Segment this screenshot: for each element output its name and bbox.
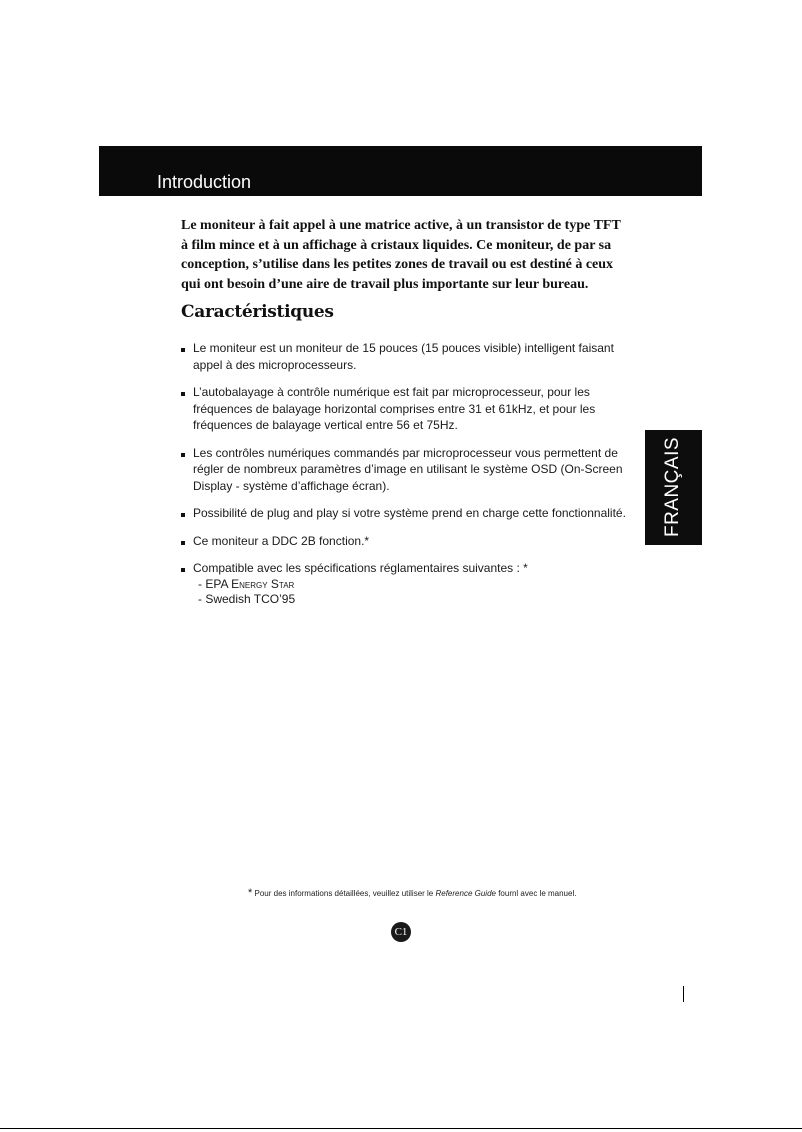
features-heading: Caractéristiques — [181, 302, 334, 322]
compliance-item-tco: - Swedish TCO’95 — [198, 592, 296, 606]
footnote — [248, 888, 668, 899]
footnote-reference-guide: Reference Guide — [435, 889, 496, 898]
language-label: FRANÇAIS — [662, 436, 683, 538]
feature-text: Le moniteur est un moniteur de 15 pouces (15 pouces visible) intelligent faisant appel à des microprocesseurs. — [193, 341, 614, 372]
section-header-bar — [99, 146, 702, 196]
features-list — [181, 340, 631, 619]
footnote-text-end: fournl avec le manuel. — [495, 889, 577, 898]
feature-text: L’autobalayage à contrôle numérique est fait par microprocesseur, pour les fréquences de balayage horizontal comprises entre 31 et 61kHz, et pour les fréquences de balayage vertical entre 56 et 75Hz. — [193, 385, 596, 432]
feature-item — [181, 445, 631, 495]
feature-text: Possibilité de plug and play si votre système prend en charge cette fonctionnalité. — [193, 506, 626, 520]
page-number-badge: C1 — [391, 922, 411, 942]
feature-item — [181, 533, 631, 550]
bullet-icon — [181, 568, 185, 572]
bullet-icon — [181, 513, 185, 517]
compliance-prefix: - EPA — [198, 576, 232, 591]
feature-text: Ce moniteur a DDC 2B fonction.* — [193, 533, 370, 548]
crop-mark — [683, 986, 684, 1002]
bullet-icon — [181, 392, 185, 396]
bullet-icon — [181, 541, 185, 545]
section-title: Introduction — [157, 172, 252, 192]
compliance-item-epa — [193, 577, 631, 593]
footnote-star: * — [248, 887, 253, 899]
page-edge-line — [0, 1128, 802, 1129]
bullet-icon — [181, 453, 185, 457]
feature-item — [181, 340, 631, 373]
compliance-energy-star: Energy Star — [231, 576, 295, 591]
intro-paragraph: Le moniteur à fait appel à une matrice active, à un transistor de type TFT à film mince et à un affichage à cristaux liquides. Ce moniteur, de par sa conception, s’utilise dans les petites zones de travail ou est destiné à ceux qui ont besoin d’une aire de travail plus importante sur leur bureau. — [181, 218, 621, 292]
feature-text: Les contrôles numériques commandés par microprocesseur vous permettent de régler de nombreux paramètres d’image en utilisant le système OSD (On-Screen Display - système d’affichage écran). — [193, 445, 623, 493]
compliance-list — [193, 577, 631, 608]
footnote-text: Pour des informations détaillées, veuillez utiliser le — [252, 889, 436, 898]
feature-text: Compatible avec les spécifications réglamentaires suivantes : * — [193, 561, 528, 575]
feature-item — [181, 384, 631, 434]
feature-item — [181, 505, 631, 522]
feature-item-compliance — [181, 560, 631, 608]
bullet-icon — [181, 348, 185, 352]
language-tab — [645, 430, 702, 545]
